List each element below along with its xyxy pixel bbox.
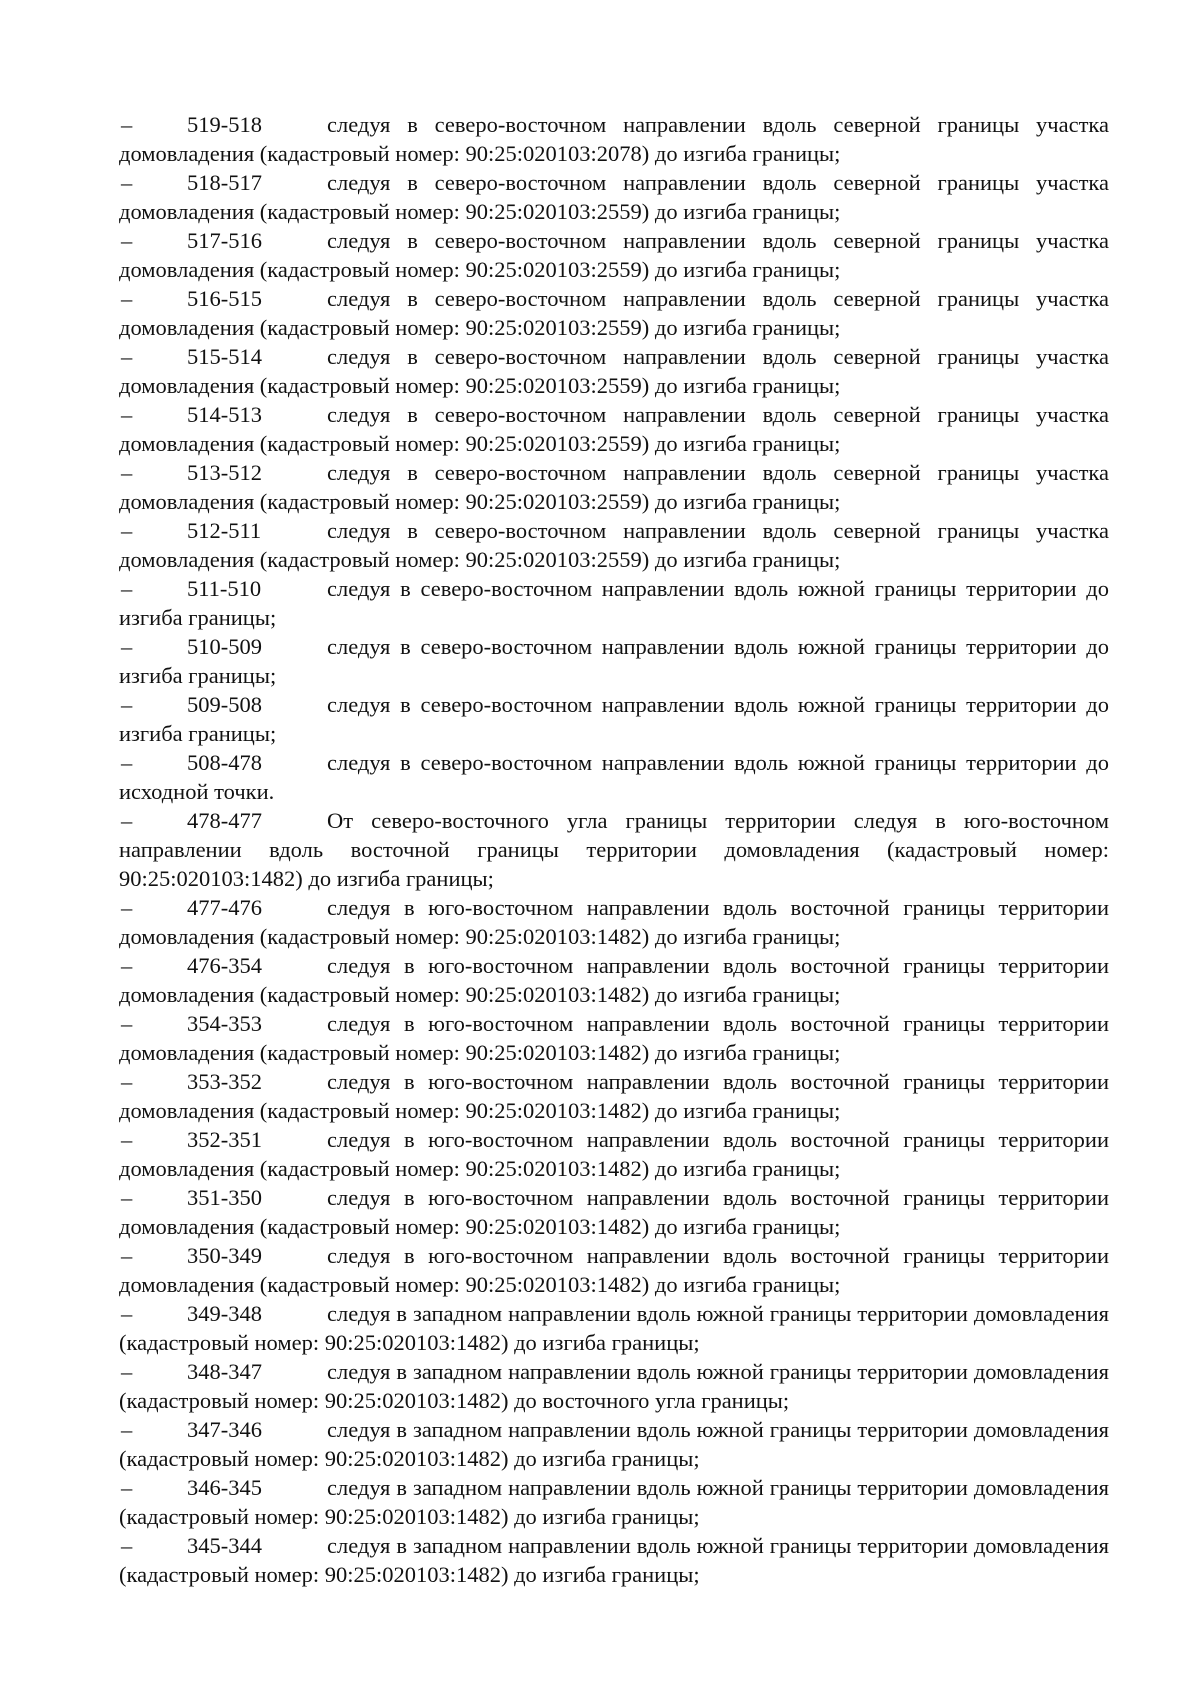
segment-number: 508-478 [187,750,262,775]
boundary-segment-entry [119,226,1109,284]
segment-number: 511-510 [187,576,262,601]
boundary-segment-entry [119,1183,1109,1241]
segment-number: 348-347 [187,1359,262,1384]
boundary-segment-entry [119,806,1109,893]
list-dash: – [121,576,133,601]
segment-number: 478-477 [187,808,262,833]
segment-number: 345-344 [187,1533,262,1558]
list-dash: – [121,953,133,978]
segment-description: следуя в северо-восточном направлении вдоль северной границы участка домовладения (кадастровый номер: 90:25:020103:2559) до изгиба границы; [119,344,1109,398]
segment-description: следуя в западном направлении вдоль южной границы территории домовладения (кадастровый номер: 90:25:020103:1482) до изгиба границы; [119,1475,1109,1529]
boundary-segment-entry [119,1299,1109,1357]
list-dash: – [121,1185,133,1210]
segment-number: 514-513 [187,402,262,427]
list-dash: – [121,170,133,195]
list-dash: – [121,518,133,543]
segment-number: 515-514 [187,344,262,369]
boundary-segment-entry [119,893,1109,951]
segment-description: От северо-восточного угла границы территории следуя в юго-восточном направлении вдоль восточной границы территории домовладения (кадастровый номер: 90:25:020103:1482) до изгиба границы; [119,808,1109,891]
segment-description: следуя в северо-восточном направлении вдоль северной границы участка домовладения (кадастровый номер: 90:25:020103:2559) до изгиба границы; [119,170,1109,224]
list-dash: – [121,750,133,775]
boundary-segment-entry [119,1415,1109,1473]
segment-number: 351-350 [187,1185,262,1210]
list-dash: – [121,460,133,485]
segment-number: 477-476 [187,895,262,920]
list-dash: – [121,344,133,369]
boundary-segment-entry [119,110,1109,168]
segment-number: 352-351 [187,1127,262,1152]
boundary-segment-entry [119,1125,1109,1183]
list-dash: – [121,402,133,427]
list-dash: – [121,112,133,137]
boundary-segment-entry [119,1473,1109,1531]
segment-description: следуя в западном направлении вдоль южной границы территории домовладения (кадастровый номер: 90:25:020103:1482) до изгиба границы; [119,1533,1109,1587]
segment-number: 510-509 [187,634,262,659]
segment-number: 346-345 [187,1475,262,1500]
list-dash: – [121,1011,133,1036]
boundary-segment-entry [119,1009,1109,1067]
segment-number: 353-352 [187,1069,262,1094]
segment-description: следуя в западном направлении вдоль южной границы территории домовладения (кадастровый номер: 90:25:020103:1482) до изгиба границы; [119,1301,1109,1355]
segment-number: 517-516 [187,228,262,253]
segment-description: следуя в юго-восточном направлении вдоль восточной границы территории домовладения (кадастровый номер: 90:25:020103:1482) до изгиба границы; [119,1185,1109,1239]
segment-description: следуя в северо-восточном направлении вдоль северной границы участка домовладения (кадастровый номер: 90:25:020103:2559) до изгиба границы; [119,228,1109,282]
segment-description: следуя в северо-восточном направлении вдоль южной границы территории до изгиба границы; [119,692,1109,746]
segment-number: 347-346 [187,1417,262,1442]
segment-number: 516-515 [187,286,262,311]
segment-number: 349-348 [187,1301,262,1326]
segment-description: следуя в северо-восточном направлении вдоль южной границы территории до исходной точки. [119,750,1109,804]
list-dash: – [121,692,133,717]
boundary-segment-entry [119,951,1109,1009]
list-dash: – [121,1475,133,1500]
segment-description: следуя в северо-восточном направлении вдоль северной границы участка домовладения (кадастровый номер: 90:25:020103:2559) до изгиба границы; [119,460,1109,514]
list-dash: – [121,808,133,833]
boundary-segment-entry [119,342,1109,400]
list-dash: – [121,634,133,659]
segment-number: 518-517 [187,170,262,195]
boundary-segment-entry [119,1241,1109,1299]
segment-number: 476-354 [187,953,262,978]
segment-number: 509-508 [187,692,262,717]
boundary-segment-entry [119,1067,1109,1125]
segment-description: следуя в северо-восточном направлении вдоль северной границы участка домовладения (кадастровый номер: 90:25:020103:2078) до изгиба границы; [119,112,1109,166]
boundary-segment-entry [119,632,1109,690]
boundary-segment-entry [119,458,1109,516]
list-dash: – [121,1301,133,1326]
boundary-segment-entry [119,748,1109,806]
segment-description: следуя в северо-восточном направлении вдоль южной границы территории до изгиба границы; [119,576,1109,630]
segment-description: следуя в юго-восточном направлении вдоль восточной границы территории домовладения (кадастровый номер: 90:25:020103:1482) до изгиба границы; [119,1011,1109,1065]
list-dash: – [121,1533,133,1558]
segment-description: следуя в юго-восточном направлении вдоль восточной границы территории домовладения (кадастровый номер: 90:25:020103:1482) до изгиба границы; [119,1069,1109,1123]
boundary-segment-entry [119,574,1109,632]
segment-description: следуя в западном направлении вдоль южной границы территории домовладения (кадастровый номер: 90:25:020103:1482) до восточного угла границы; [119,1359,1109,1413]
list-dash: – [121,1243,133,1268]
segment-description: следуя в западном направлении вдоль южной границы территории домовладения (кадастровый номер: 90:25:020103:1482) до изгиба границы; [119,1417,1109,1471]
segment-description: следуя в юго-восточном направлении вдоль восточной границы территории домовладения (кадастровый номер: 90:25:020103:1482) до изгиба границы; [119,953,1109,1007]
segment-number: 350-349 [187,1243,262,1268]
boundary-segment-entry [119,690,1109,748]
boundary-segment-entry [119,516,1109,574]
boundary-segment-entry [119,168,1109,226]
segment-description: следуя в северо-восточном направлении вдоль южной границы территории до изгиба границы; [119,634,1109,688]
list-dash: – [121,228,133,253]
segment-description: следуя в юго-восточном направлении вдоль восточной границы территории домовладения (кадастровый номер: 90:25:020103:1482) до изгиба границы; [119,1243,1109,1297]
segment-description: следуя в юго-восточном направлении вдоль восточной границы территории домовладения (кадастровый номер: 90:25:020103:1482) до изгиба границы; [119,895,1109,949]
list-dash: – [121,1069,133,1094]
boundary-segment-entry [119,400,1109,458]
document-page [119,110,1109,1589]
list-dash: – [121,1417,133,1442]
list-dash: – [121,895,133,920]
boundary-segment-entry [119,284,1109,342]
boundary-segment-entry [119,1357,1109,1415]
list-dash: – [121,1359,133,1384]
list-dash: – [121,1127,133,1152]
segment-description: следуя в юго-восточном направлении вдоль восточной границы территории домовладения (кадастровый номер: 90:25:020103:1482) до изгиба границы; [119,1127,1109,1181]
segment-number: 513-512 [187,460,262,485]
segment-description: следуя в северо-восточном направлении вдоль северной границы участка домовладения (кадастровый номер: 90:25:020103:2559) до изгиба границы; [119,518,1109,572]
boundary-segment-entry [119,1531,1109,1589]
list-dash: – [121,286,133,311]
segment-description: следуя в северо-восточном направлении вдоль северной границы участка домовладения (кадастровый номер: 90:25:020103:2559) до изгиба границы; [119,402,1109,456]
segment-number: 354-353 [187,1011,262,1036]
segment-description: следуя в северо-восточном направлении вдоль северной границы участка домовладения (кадастровый номер: 90:25:020103:2559) до изгиба границы; [119,286,1109,340]
segment-number: 519-518 [187,112,262,137]
segment-number: 512-511 [187,518,262,543]
